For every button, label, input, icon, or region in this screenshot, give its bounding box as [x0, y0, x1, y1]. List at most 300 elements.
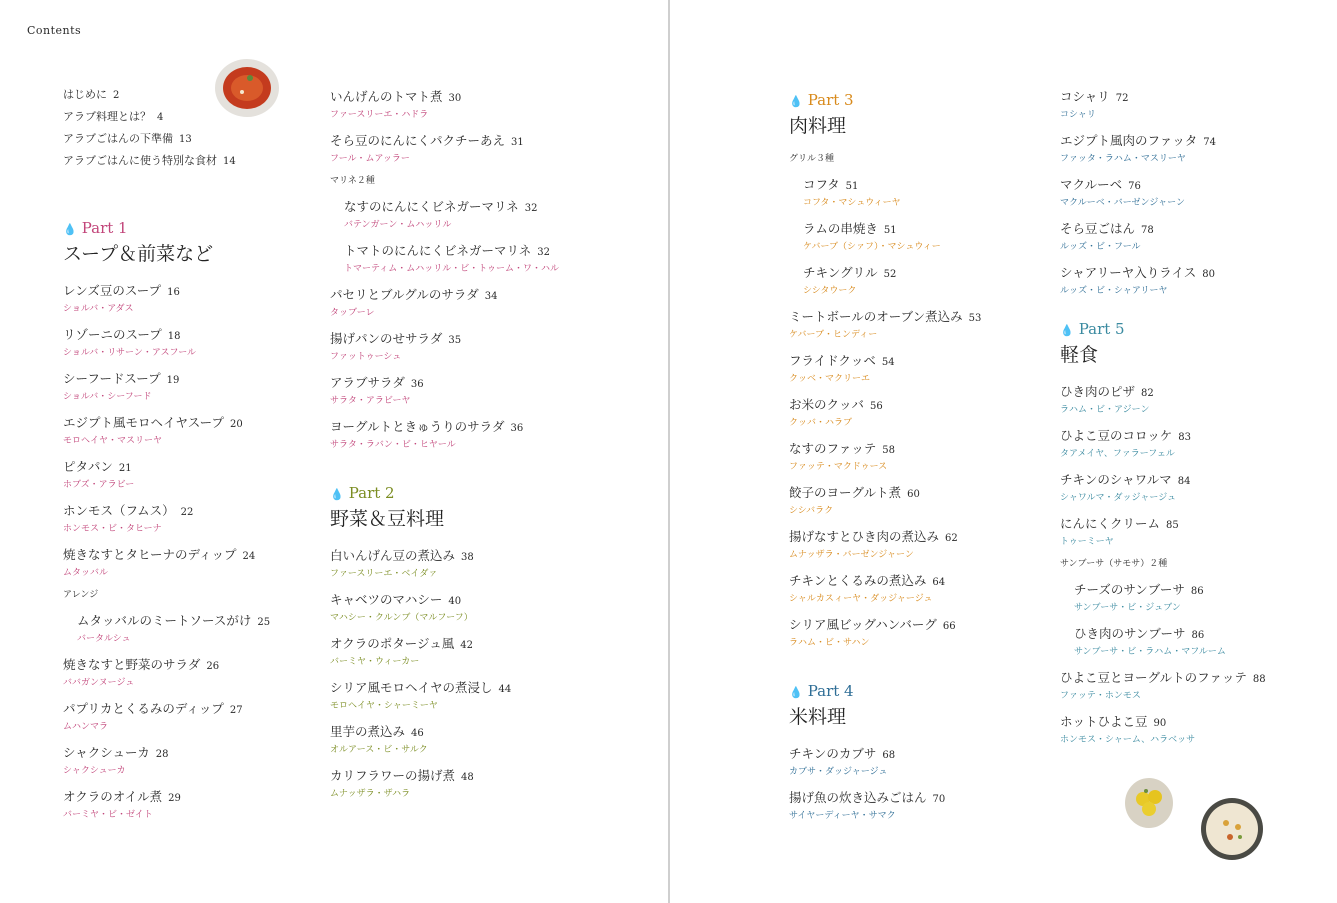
recipe-name: カリフラワーの揚げ煮 [330, 768, 456, 783]
toc-entry [330, 766, 559, 801]
recipe-name: ミートボールのオーブン煮込み [789, 309, 963, 324]
recipe-title [330, 766, 559, 787]
toc-entry [330, 634, 559, 669]
page-number: 36 [410, 379, 424, 390]
recipe-name: なすのファッテ [789, 441, 877, 456]
toc-entry [330, 329, 559, 364]
recipe-title [63, 325, 270, 346]
arabic-name: クッバ・ハラブ [789, 418, 853, 428]
part-4-label: 💧 Part 4 [789, 682, 854, 700]
arabic-name: マクルーベ・バーゼンジャーン [1060, 198, 1185, 208]
page-number: 51 [883, 225, 897, 236]
part-2-name: 野菜＆豆料理 [330, 508, 445, 530]
toc-entry [330, 417, 559, 452]
recipe-title [1060, 668, 1266, 689]
recipe-name: お米のクッバ [789, 397, 865, 412]
toc-entry [63, 457, 270, 492]
toc-entry [789, 571, 981, 606]
arabic-name: モロヘイヤ・マスリーヤ [63, 436, 163, 446]
recipe-name: そら豆ごはん [1060, 221, 1136, 236]
toc-entry [63, 787, 270, 822]
page-number: 80 [1202, 269, 1215, 280]
page-number: 28 [155, 749, 169, 760]
recipe-title [330, 590, 559, 611]
toc-column-1 [63, 87, 270, 831]
recipe-name: ひき肉のピザ [1060, 384, 1136, 399]
arabic-name: ファッテ・マクドゥース [789, 462, 888, 472]
toc-entry [63, 281, 270, 316]
recipe-title [803, 263, 981, 284]
toc-entry [1060, 712, 1266, 747]
toc-entry [789, 788, 981, 823]
recipe-name: 里芋の煮込み [330, 724, 406, 739]
page-number: 52 [883, 269, 897, 280]
recipe-title [63, 413, 270, 434]
page-number: 76 [1128, 181, 1141, 192]
arabic-name: コフタ・マシュウィーヤ [803, 198, 901, 208]
page-number: 32 [537, 247, 550, 258]
arabic-name: シャルカスィーヤ・ダッジャージュ [789, 594, 933, 604]
page-number: 84 [1177, 476, 1191, 487]
page-number: 31 [511, 137, 524, 148]
page-number: 46 [411, 728, 424, 739]
intro-list [63, 87, 270, 175]
arabic-name: ショルバ・アダス [63, 304, 134, 314]
recipe-title [344, 241, 559, 262]
arabic-name: ファッテ・ホンモス [1060, 691, 1141, 701]
recipe-name: パセリとブルグルのサラダ [330, 287, 479, 302]
recipe-title [330, 87, 559, 108]
toc-entry [1060, 219, 1266, 254]
toc-entry [1060, 175, 1266, 210]
toc-entry [789, 395, 981, 430]
recipe-name: にんにくクリーム [1060, 516, 1161, 531]
toc-entry [1060, 426, 1266, 461]
arabic-name: ホンモス・ビ・タヒーナ [63, 524, 162, 534]
toc-entry [1060, 382, 1266, 417]
part-3-entries [789, 307, 981, 650]
arabic-name: トゥーミーヤ [1060, 537, 1114, 547]
arabic-name: クッベ・マクリーエ [789, 374, 871, 384]
page-number: 21 [118, 463, 132, 474]
recipe-title [1060, 263, 1266, 284]
page-number: 35 [448, 335, 462, 346]
recipe-title [330, 417, 559, 438]
recipe-title [63, 545, 270, 566]
page-number: 60 [907, 489, 920, 500]
arabic-name: タッブーレ [330, 308, 375, 318]
recipe-name: 揚げなすとひき肉の煮込み [789, 529, 940, 544]
arabic-name: ルッズ・ビ・シャアリーヤ [1060, 286, 1168, 296]
grill-label: グリル３種 [789, 154, 835, 164]
page-number: 72 [1115, 93, 1129, 104]
page-number: 86 [1190, 586, 1204, 597]
arrange-entry [63, 611, 270, 646]
toc-entry [803, 263, 981, 298]
recipe-title [1060, 514, 1266, 535]
drop-icon: 💧 [63, 223, 77, 236]
recipe-name: 餃子のヨーグルト煮 [789, 485, 902, 500]
page-number: 26 [206, 661, 220, 672]
page-number: 24 [242, 551, 256, 562]
recipe-name: シリア風ビッグハンバーグ [789, 617, 937, 632]
page-number: 34 [484, 291, 498, 302]
recipe-name: コフタ [803, 177, 840, 192]
toc-entry [63, 325, 270, 360]
recipe-title [803, 219, 981, 240]
page-number: 30 [448, 93, 462, 104]
arabic-name: カブサ・ダッジャージュ [789, 767, 888, 777]
page-number: 22 [180, 507, 194, 518]
recipe-name: オクラのポタージュ風 [330, 636, 455, 651]
toc-entry [330, 722, 559, 757]
recipe-title [789, 571, 981, 592]
toc-entry [77, 611, 270, 646]
recipe-name: ホンモス（フムス） [63, 503, 175, 518]
arabic-name: サンブーサ・ビ・ジュブン [1074, 603, 1181, 613]
part-5-entries [1060, 382, 1266, 549]
arabic-name: ムナッザラ・ザハラ [330, 789, 411, 799]
page-number: 2 [113, 90, 120, 101]
recipe-title [330, 131, 559, 152]
recipe-name: いんげんのトマト煮 [330, 89, 443, 104]
toc-entry [330, 373, 559, 408]
recipe-title [1060, 175, 1266, 196]
toc-entry [63, 743, 270, 778]
recipe-name: ムタッバルのミートソースがけ [77, 613, 252, 628]
recipe-title [803, 175, 981, 196]
intro-label: アラブごはんに使う特別な食材 [63, 154, 217, 167]
arabic-name: サラタ・アラビーヤ [330, 396, 411, 406]
recipe-title [1060, 426, 1266, 447]
arabic-name: バータルシュ [77, 634, 131, 644]
recipe-name: 焼きなすと野菜のサラダ [63, 657, 201, 672]
page-number: 56 [870, 401, 883, 412]
part-4-entries-col4 [1060, 87, 1266, 298]
recipe-name: レンズ豆のスープ [63, 283, 162, 298]
recipe-title [1060, 470, 1266, 491]
page-number: 90 [1153, 718, 1167, 729]
toc-entry [330, 678, 559, 713]
arabic-name: ルッズ・ビ・フール [1060, 242, 1141, 252]
part-3-label: 💧 Part 3 [789, 91, 854, 109]
page-number: 66 [942, 621, 956, 632]
arabic-name: バテンガーン・ムハッリル [344, 220, 452, 230]
page-number: 29 [168, 793, 181, 804]
drop-icon: 💧 [1060, 324, 1074, 337]
recipe-title [789, 527, 981, 548]
arabic-name: ショルバ・リサーン・アスフール [63, 348, 197, 358]
toc-entry [63, 699, 270, 734]
page-number: 51 [845, 181, 859, 192]
part-1-heading [63, 217, 270, 267]
intro-label: アラブ料理とは？ [63, 110, 151, 123]
arabic-name: ファットゥーシュ [330, 352, 402, 362]
recipe-title [789, 307, 981, 328]
intro-item [63, 87, 270, 109]
recipe-name: そら豆のにんにくパクチーあえ [330, 133, 506, 148]
toc-entry [63, 413, 270, 448]
recipe-name: キャベツのマハシー [330, 592, 443, 607]
part-2-heading [330, 482, 559, 532]
toc-entry [789, 615, 981, 650]
recipe-title [63, 699, 270, 720]
toc-entry [63, 655, 270, 690]
arabic-name: ムタッバル [63, 568, 109, 578]
recipe-title [789, 615, 981, 636]
recipe-name: 揚げパンのせサラダ [330, 331, 443, 346]
recipe-title [1060, 382, 1266, 403]
page-number: 64 [932, 577, 946, 588]
intro-label: はじめに [63, 88, 107, 101]
page-number: 48 [461, 772, 474, 783]
book-spine [668, 0, 670, 903]
contents-heading: Contents [27, 24, 82, 37]
arabic-name: ババガンヌージュ [63, 678, 135, 688]
recipe-name: ひき肉のサンブーサ [1074, 626, 1186, 641]
page-number: 18 [167, 331, 181, 342]
arabic-name: バーミヤ・ビ・ゼイト [63, 810, 153, 820]
page-number: 82 [1141, 388, 1154, 399]
arabic-name: オルアース・ビ・サルク [330, 745, 428, 755]
arabic-name: ショルバ・シーフード [63, 392, 152, 402]
toc-entry [1060, 514, 1266, 549]
arabic-name: シシバラク [789, 506, 834, 516]
toc-entry [789, 439, 981, 474]
toc-entry [344, 241, 559, 276]
recipe-title [789, 395, 981, 416]
recipe-name: トマトのにんにくビネガーマリネ [344, 243, 532, 258]
recipe-title [1060, 87, 1266, 108]
recipe-title [330, 373, 559, 394]
arabic-name: ファッタ・ラハム・マスリーヤ [1060, 154, 1186, 164]
page-number: 68 [882, 750, 896, 761]
part-1-name: スープ＆前菜など [63, 243, 214, 265]
recipe-name: コシャリ [1060, 89, 1110, 104]
marine-entries [330, 197, 559, 276]
part-1-entries-col2 [330, 87, 559, 166]
recipe-name: なすのにんにくビネガーマリネ [344, 199, 519, 214]
recipe-name: ひよこ豆のコロッケ [1060, 428, 1173, 443]
intro-item [63, 109, 270, 131]
arabic-name: ラハム・ビ・アジーン [1060, 405, 1150, 415]
page-number: 53 [968, 313, 982, 324]
recipe-name: チーズのサンブーサ [1074, 582, 1185, 597]
recipe-title [63, 787, 270, 808]
arabic-name: シャクシューカ [63, 766, 126, 776]
page-number: 36 [510, 423, 524, 434]
recipe-name: マクルーベ [1060, 177, 1123, 192]
page-number: 58 [882, 445, 895, 456]
page-number: 44 [498, 684, 512, 695]
arabic-name: マハシー・クルンブ（マルフーフ） [330, 613, 473, 623]
page-number: 20 [230, 419, 243, 430]
arabic-name: ファースリーエ・ベイダァ [330, 569, 438, 579]
intro-label: アラブごはんの下準備 [63, 132, 173, 145]
toc-entry [330, 285, 559, 320]
recipe-title [789, 439, 981, 460]
recipe-title [1074, 624, 1266, 645]
page-number: 88 [1252, 674, 1266, 685]
page-number: 32 [524, 203, 538, 214]
arabic-name: ケバーブ・ヒンディー [789, 330, 878, 340]
recipe-name: アラブサラダ [330, 375, 405, 390]
sambusa-label: サンブーサ（サモサ）２種 [1060, 559, 1168, 569]
toc-entry [1060, 470, 1266, 505]
recipe-title [63, 501, 270, 522]
part-4-name: 米料理 [789, 706, 847, 728]
marine-label: マリネ２種 [330, 176, 375, 186]
recipe-name: 白いんげん豆の煮込み [330, 548, 456, 563]
arabic-name: サラタ・ラバン・ビ・ヒヤール [330, 440, 456, 450]
arabic-name: トマーティム・ムハッリル・ビ・トゥーム・ワ・ハル [344, 264, 560, 274]
recipe-name: エジプト風肉のファッタ [1060, 133, 1198, 148]
page-number: 62 [945, 533, 958, 544]
toc-entry [1060, 131, 1266, 166]
recipe-name: チキンのシャワルマ [1060, 472, 1172, 487]
toc-entry [63, 369, 270, 404]
recipe-title [330, 546, 559, 567]
toc-column-4 [1060, 87, 1266, 756]
recipe-name: シリア風モロヘイヤの煮浸し [330, 680, 493, 695]
recipe-title [330, 329, 559, 350]
part-5-entries-continued [1060, 668, 1266, 747]
recipe-title [789, 788, 981, 809]
toc-entry [330, 590, 559, 625]
recipe-name: パプリカとくるみのディップ [63, 701, 224, 716]
toc-entry [789, 744, 981, 779]
recipe-name: ひよこ豆とヨーグルトのファッテ [1060, 670, 1247, 685]
arabic-name: シャワルマ・ダッジャージュ [1060, 493, 1177, 503]
recipe-name: 揚げ魚の炊き込みごはん [789, 790, 927, 805]
page-number: 14 [223, 156, 236, 167]
toc-entry [330, 131, 559, 166]
page-number: 83 [1178, 432, 1191, 443]
page-number: 27 [229, 705, 243, 716]
arabic-name: ラハム・ビ・サハン [789, 638, 870, 648]
recipe-title [789, 351, 981, 372]
grill-entries [789, 175, 981, 298]
part-1-label: 💧 Part 1 [63, 219, 128, 237]
toc-entry [789, 483, 981, 518]
arabic-name: ムハンマラ [63, 722, 109, 732]
arabic-name: タアメイヤ、ファラーフェル [1060, 449, 1175, 459]
part-4-heading [789, 680, 981, 730]
arabic-name: ホンモス・シャーム、ハラベッサ [1060, 735, 1196, 745]
part-3-name: 肉料理 [789, 115, 847, 137]
arabic-name: モロヘイヤ・シャーミーヤ [330, 701, 438, 711]
part-5-name: 軽食 [1060, 344, 1099, 366]
recipe-name: チキンとくるみの煮込み [789, 573, 927, 588]
arabic-name: シシタウーク [803, 286, 857, 296]
part-2-label: 💧 Part 2 [330, 484, 395, 502]
recipe-title [789, 483, 981, 504]
recipe-name: ホットひよこ豆 [1060, 714, 1148, 729]
recipe-name: フライドクッベ [789, 353, 876, 368]
salad-entries [330, 285, 559, 452]
toc-entry [1074, 624, 1266, 659]
recipe-name: シャクシューカ [63, 745, 150, 760]
arabic-name: ムナッザラ・バーゼンジャーン [789, 550, 914, 560]
recipe-title [1060, 131, 1266, 152]
arabic-name: サイヤーディーヤ・サマク [789, 811, 896, 821]
arabic-name: ホブズ・アラビー [63, 480, 135, 490]
recipe-title [63, 655, 270, 676]
arabic-name: ファースリーエ・ハドラ [330, 110, 429, 120]
toc-column-3 [789, 87, 981, 832]
page-number: 38 [461, 552, 474, 563]
intro-item [63, 131, 270, 153]
chickpea-fatteh-photo [1200, 797, 1264, 861]
sambusa-entries [1060, 580, 1266, 659]
page-number: 4 [157, 112, 164, 123]
toc-entry [63, 501, 270, 536]
page-number: 85 [1166, 520, 1179, 531]
recipe-name: エジプト風モロヘイヤスープ [63, 415, 225, 430]
recipe-title [344, 197, 559, 218]
page-number: 40 [448, 596, 462, 607]
recipe-title [1074, 580, 1266, 601]
recipe-name: チキンのカブサ [789, 746, 877, 761]
recipe-name: シーフードスープ [63, 371, 161, 386]
recipe-name: ラムの串焼き [803, 221, 878, 236]
page-number: 86 [1191, 630, 1205, 641]
recipe-title [1060, 712, 1266, 733]
recipe-title [63, 743, 270, 764]
toc-entry [63, 545, 270, 580]
toc-entry [803, 175, 981, 210]
recipe-title [63, 457, 270, 478]
recipe-title [1060, 219, 1266, 240]
toc-entry [789, 307, 981, 342]
arabic-name: フール・ムアッラー [330, 154, 410, 164]
toc-entry [330, 546, 559, 581]
arabic-name: サンブーサ・ビ・ラハム・マフルーム [1074, 647, 1226, 657]
recipe-name: シャアリーヤ入りライス [1060, 265, 1197, 280]
part-1-entries [63, 281, 270, 580]
recipe-name: 焼きなすとタヒーナのディップ [63, 547, 237, 562]
recipe-name: チキングリル [803, 265, 878, 280]
drop-icon: 💧 [330, 488, 344, 501]
page-number: 74 [1203, 137, 1216, 148]
arabic-name: ケバーブ（シァフ）・マシュウィー [803, 242, 941, 252]
toc-entry [1060, 263, 1266, 298]
arrange-label: アレンジ [63, 590, 99, 600]
recipe-title [63, 369, 270, 390]
toc-entry [789, 527, 981, 562]
recipe-title [330, 678, 559, 699]
toc-entry [344, 197, 559, 232]
toc-entry [1060, 668, 1266, 703]
arabic-name: バーミヤ・ウィーカー [330, 657, 420, 667]
page-number: 16 [167, 287, 180, 298]
page-number: 78 [1141, 225, 1154, 236]
toc-entry [1060, 87, 1266, 122]
part-2-entries [330, 546, 559, 801]
toc-entry [803, 219, 981, 254]
recipe-title [77, 611, 270, 632]
recipe-title [330, 285, 559, 306]
recipe-name: オクラのオイル煮 [63, 789, 163, 804]
drop-icon: 💧 [789, 686, 803, 699]
page-number: 54 [881, 357, 895, 368]
page-number: 42 [460, 640, 473, 651]
toc-column-2 [330, 87, 559, 810]
page-number: 25 [257, 617, 271, 628]
part-3-heading [789, 89, 981, 139]
part-1-entries-continued [63, 655, 270, 822]
recipe-title [330, 634, 559, 655]
